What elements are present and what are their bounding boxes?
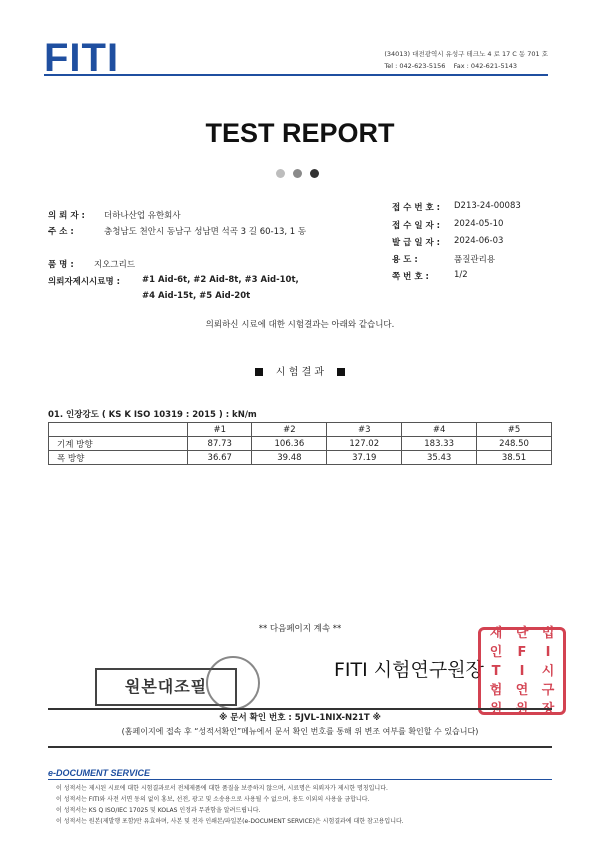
fiti-logo: FITI (44, 36, 120, 80)
seal-glyph: I (519, 663, 525, 679)
edoc-notes (56, 783, 404, 827)
seal-glyph: 원 (515, 701, 529, 717)
dot-dark (310, 169, 319, 178)
seal-glyph: 연 (515, 682, 529, 698)
square-bullet-right (337, 368, 345, 376)
header-contact (384, 60, 548, 72)
table-cell: 36.67 (188, 451, 252, 465)
table-cell: 38.51 (477, 451, 552, 465)
table-header-cell: #3 (327, 423, 402, 437)
intro-text: 의뢰하신 시료에 대한 시험결과는 아래와 같습니다. (205, 320, 395, 330)
seal-glyph: 인 (489, 644, 503, 660)
circular-stamp (206, 656, 260, 710)
table-header-cell: #2 (252, 423, 327, 437)
product-value: 지오그리드 (94, 260, 136, 270)
table-cell: 35.43 (402, 451, 477, 465)
seal-glyph: 단 (515, 625, 529, 641)
receipt-date: 2024-05-10 (454, 219, 504, 229)
samples-line2: #4 Aid-15t, #5 Aid-20t (142, 291, 251, 301)
results-table (48, 422, 552, 465)
edoc-title: e-DOCUMENT SERVICE (48, 768, 151, 778)
edoc-note: 이 성적서는 FITI와 사전 서면 동의 없이 홍보, 선전, 광고 및 소송용으로 사용될 수 없으며, 용도 이외의 사용을 금합니다. (56, 796, 370, 803)
table-cell: 183.33 (402, 437, 477, 451)
receipt-date-label: 접 수 일 자 : (392, 221, 441, 231)
table-header-row (49, 423, 552, 437)
table-header-cell: #1 (188, 423, 252, 437)
page-label: 쪽 번 호 : (392, 272, 429, 282)
edoc-note: 이 성적서는 제시된 시료에 대한 시험결과로서 전체제품에 대한 품질을 보증하지 않으며, 시료명은 의뢰자가 제시한 명칭입니다. (56, 785, 388, 792)
document-check-number: ※ 문서 확인 번호 : 5JVL-1NIX-N21T ※ (219, 713, 381, 723)
receipt-no-label: 접 수 번 호 : (392, 203, 441, 213)
dot-mid (293, 169, 302, 178)
address-value: 충청남도 천안시 동남구 성남면 석곡 3 길 60-13, 1 동 (104, 227, 307, 237)
table-cell: 37.19 (327, 451, 402, 465)
continued-note: ** 다음페이지 계속 ** (258, 624, 342, 634)
table-cell: 248.50 (477, 437, 552, 451)
seal-glyph: 시 (541, 663, 555, 679)
title-dots (276, 169, 319, 178)
table-cell: 87.73 (188, 437, 252, 451)
row-label: 폭 방향 (49, 451, 188, 465)
seal-glyph: F (517, 644, 527, 660)
edoc-note: 이 성적서는 원본(제발행 포함)만 유효하며, 사본 및 전자 인쇄본/파일본(e-DOCUMENT SERVICE)은 시험결과에 대한 참고용입니다. (56, 818, 404, 825)
seal-glyph: 장 (541, 701, 555, 717)
header-address: (34013) 대전광역시 유성구 테크노 4 로 17 C 동 701 호 (384, 50, 548, 58)
client-value: 더하나산업 유한회사 (104, 211, 181, 221)
address-label: 주 소 : (48, 227, 74, 237)
results-subtitle: 01. 인장강도 ( KS K ISO 10319 : 2015 ) : kN/m (48, 410, 257, 420)
document-check-instructions: (홈페이지에 접속 후 “성적서확인”메뉴에서 문서 확인 번호를 통해 위 변조 여부를 확인할 수 있습니다) (121, 727, 479, 736)
table-header-cell: #4 (402, 423, 477, 437)
samples-line1: #1 Aid-6t, #2 Aid-8t, #3 Aid-10t, (142, 275, 299, 285)
square-bullet-left (255, 368, 263, 376)
seal-glyph: 구 (541, 682, 555, 698)
edoc-note: 이 성적서는 KS Q ISO/IEC 17025 및 KOLAS 인정과 무관함을 알려드립니다. (56, 807, 261, 814)
table-row (49, 437, 552, 451)
page-value: 1/2 (454, 270, 468, 280)
samples-label: 의뢰자제시시료명 : (48, 277, 121, 287)
use-label: 용 도 : (392, 255, 418, 265)
issue-date: 2024-06-03 (454, 236, 504, 246)
edoc-divider (48, 779, 552, 780)
table-cell: 39.48 (252, 451, 327, 465)
header-divider (44, 74, 548, 76)
table-header-blank (49, 423, 188, 437)
use-value: 품질관리용 (454, 255, 496, 265)
seal-glyph: 법 (541, 625, 555, 641)
seal-glyph: I (545, 644, 551, 660)
official-seal (478, 627, 566, 715)
dot-light (276, 169, 285, 178)
table-header-cell: #5 (477, 423, 552, 437)
issue-date-label: 발 급 일 자 : (392, 238, 441, 248)
seal-glyph: T (491, 663, 501, 679)
row-label: 기계 방향 (49, 437, 188, 451)
section-title: 시 험 결 과 (275, 367, 325, 378)
client-label: 의 뢰 자 : (48, 211, 85, 221)
seal-glyph: 재 (489, 625, 503, 641)
seal-glyph: 원 (489, 701, 503, 717)
table-row (49, 451, 552, 465)
table-cell: 106.36 (252, 437, 327, 451)
receipt-no: D213-24-00083 (454, 201, 521, 211)
product-label: 품 명 : (48, 260, 74, 270)
header-address-block (384, 48, 548, 72)
header-fax: Fax : 042-621-5143 (453, 62, 517, 70)
section-heading (0, 363, 600, 378)
original-copy-stamp: 원본대조필 (95, 668, 237, 706)
report-title: TEST REPORT (205, 118, 395, 148)
header-tel: Tel : 042-623-5156 (384, 62, 446, 70)
table-cell: 127.02 (327, 437, 402, 451)
director-signature: FITI 시험연구원장 (334, 659, 484, 681)
seal-glyph: 험 (489, 682, 503, 698)
